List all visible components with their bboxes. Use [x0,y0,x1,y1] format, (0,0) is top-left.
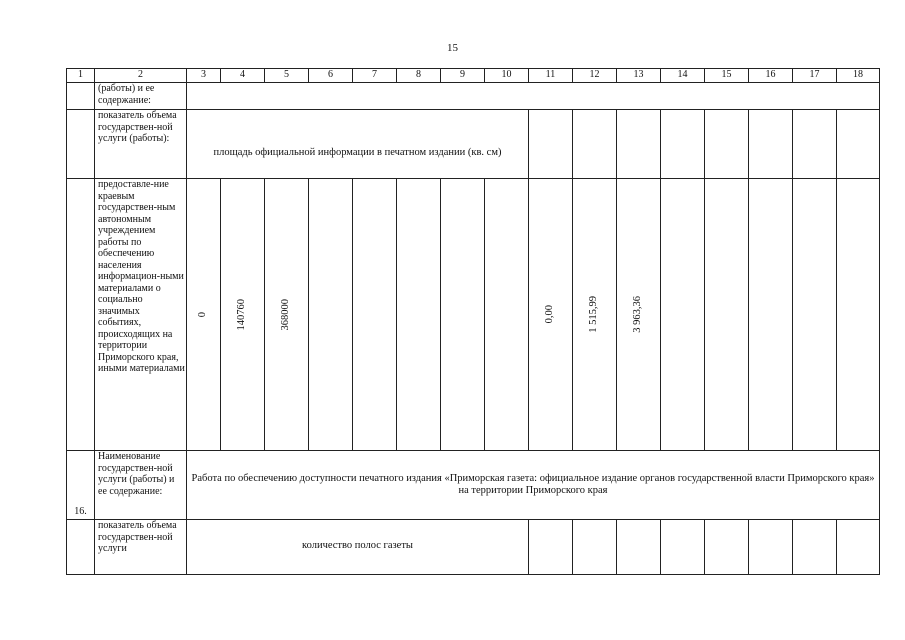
column-number: 9 [441,69,485,83]
empty-cell [573,520,617,575]
empty-cell [617,520,661,575]
value-cell [221,179,265,451]
empty-cell [485,179,529,451]
empty-cell [617,110,661,179]
table-row [67,451,880,520]
table-row [67,110,880,179]
empty-cell [397,179,441,451]
column-number: 17 [793,69,837,83]
column-number: 2 [95,69,187,83]
column-number: 14 [661,69,705,83]
column-number: 7 [353,69,397,83]
empty-cell [529,110,573,179]
table-row [67,520,880,575]
column-number: 5 [265,69,309,83]
column-number: 6 [309,69,353,83]
value-col5: 368000 [280,298,292,331]
column-number-row [67,69,880,83]
value-col13: 3 963,36 [632,296,644,333]
value-cell [617,179,661,451]
row-number-cell [67,520,95,575]
column-number: 4 [221,69,265,83]
indicator-description: количество полос газеты [187,520,529,575]
empty-cell [661,520,705,575]
value-col11: 0,00 [544,305,556,324]
value-col4: 140760 [236,298,248,331]
column-number: 1 [67,69,95,83]
empty-cell [441,179,485,451]
row-label: показатель объема государствен-ной услуги [95,520,187,575]
column-number: 11 [529,69,573,83]
table-row [67,83,880,110]
empty-cell [529,520,573,575]
column-number: 15 [705,69,749,83]
empty-cell [793,110,837,179]
service-description: Работа по обеспечению доступности печатного издания «Приморская газета: официальное издание органов государственной власти Приморского края» на территории Приморского края [187,451,880,520]
empty-cell [705,179,749,451]
value-col12: 1 515,99 [588,296,600,333]
row-label: Наименование государствен-ной услуги (работы) и ее содержание: [95,451,187,520]
table-row [67,179,880,451]
row-number-cell [67,110,95,179]
empty-cell [749,179,793,451]
empty-cell [573,110,617,179]
empty-cell [309,179,353,451]
indicator-description: площадь официальной информации в печатном издании (кв. см) [187,110,529,179]
page-number: 15 [447,42,458,54]
column-number: 12 [573,69,617,83]
data-table [66,68,880,575]
empty-cell [837,110,880,179]
value-col3: 0 [197,311,209,318]
column-number: 8 [397,69,441,83]
row-number-cell [67,83,95,110]
value-cell [265,179,309,451]
empty-cell [749,520,793,575]
column-number: 18 [837,69,880,83]
empty-cell [353,179,397,451]
empty-cell [661,179,705,451]
row-label: предоставле-ние краевым государствен-ным автономным учреждением работы по обеспечению населения информацион-ными материалами о социально значимых событиях, происходящих на территории Приморского края, иными материалами [95,179,187,451]
row-number: 16. [67,451,95,520]
column-number: 3 [187,69,221,83]
value-cell [187,179,221,451]
empty-cell [749,110,793,179]
column-number: 16 [749,69,793,83]
column-number: 10 [485,69,529,83]
empty-cell [705,520,749,575]
row-label: (работы) и ее содержание: [95,83,187,110]
empty-cell [661,110,705,179]
value-cell [573,179,617,451]
value-cell [529,179,573,451]
empty-cell [793,520,837,575]
row-label: показатель объема государствен-ной услуги (работы): [95,110,187,179]
empty-cell [187,83,880,110]
empty-cell [837,179,880,451]
empty-cell [837,520,880,575]
empty-cell [793,179,837,451]
column-number: 13 [617,69,661,83]
row-number-cell [67,179,95,451]
empty-cell [705,110,749,179]
